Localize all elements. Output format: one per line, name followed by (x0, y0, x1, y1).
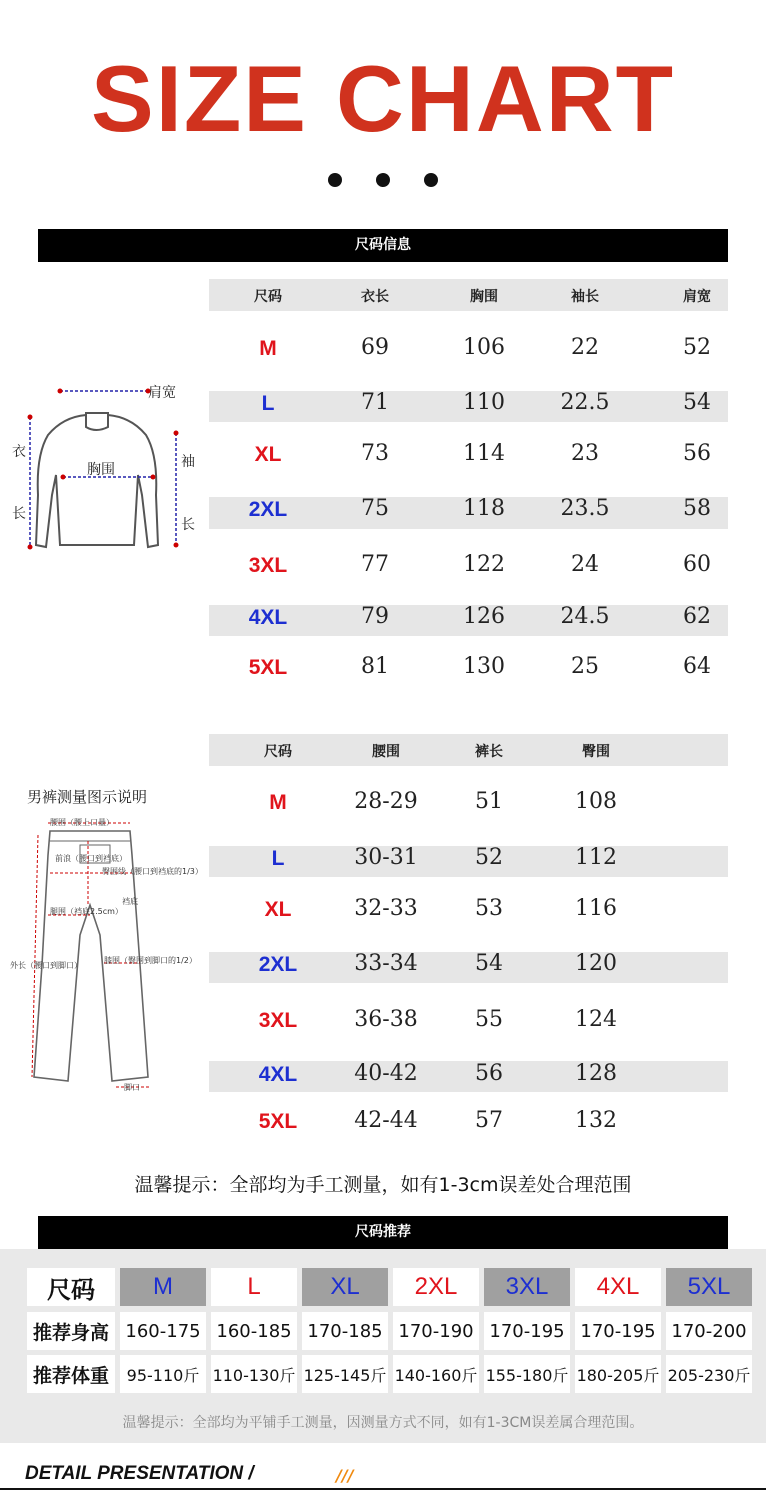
table-cell: 24 (571, 552, 599, 577)
table-cell: 81 (361, 654, 389, 679)
table-cell: 118 (463, 496, 505, 521)
table-cell: 77 (361, 552, 389, 577)
pants-hem-label: 脚口 (124, 1083, 140, 1092)
recommend-size-cell: 2XL (393, 1268, 479, 1306)
table-cell: 128 (575, 1061, 617, 1086)
table-cell: 42-44 (354, 1108, 418, 1133)
footer (0, 1452, 766, 1499)
length-label-bottom: 长 (12, 506, 26, 522)
table-cell: 30-31 (354, 845, 418, 870)
table-cell: 24.5 (560, 604, 610, 629)
recommend-weight-cell: 110-130斤 (211, 1355, 297, 1393)
table-cell: 64 (683, 654, 711, 679)
pants-hip-label: 臀围线（腰口到裆底的1/3） (102, 867, 203, 876)
recommend-weight-label: 推荐体重 (27, 1355, 115, 1393)
size-label: 5XL (248, 656, 288, 679)
chest-label: 胸围 (87, 462, 115, 478)
table-cell: 23 (571, 441, 599, 466)
recommend-height-cell: 170-195 (575, 1312, 661, 1350)
table-cell: 132 (575, 1108, 617, 1133)
table-cell: 57 (475, 1108, 503, 1133)
table-cell: 75 (361, 496, 389, 521)
table-cell: 122 (463, 552, 505, 577)
table-header-cell: 尺码 (264, 744, 292, 760)
table-cell: 54 (683, 390, 711, 415)
size-recommend-bar-label: 尺码推荐 (355, 1224, 411, 1240)
table-cell: 112 (575, 845, 617, 870)
table-header-cell: 胸围 (470, 289, 498, 305)
recommend-height-cell: 170-195 (484, 1312, 570, 1350)
table-cell: 71 (361, 390, 389, 415)
table-cell: 55 (475, 1007, 503, 1032)
table-cell: 120 (575, 951, 617, 976)
table-cell: 33-34 (354, 951, 418, 976)
size-label: XL (264, 898, 292, 921)
recommend-weight-cell: 95-110斤 (120, 1355, 206, 1393)
size-label: 3XL (248, 554, 288, 577)
pants-front-rise-label: 前浪（腰口到裆底） (55, 854, 127, 863)
table-header-cell: 袖长 (571, 289, 599, 305)
size-label: M (259, 337, 277, 360)
table-header-cell: 裤长 (475, 744, 503, 760)
table-cell: 106 (463, 335, 505, 360)
size-info-bar-label: 尺码信息 (355, 237, 411, 253)
recommend-height-cell: 160-185 (211, 1312, 297, 1350)
recommend-note: 温馨提示：全部均为平铺手工测量，因测量方式不同，如有1-3CM误差属合理范围。 (122, 1415, 644, 1431)
table-cell: 56 (683, 441, 711, 466)
size-label: 2XL (258, 953, 298, 976)
table-cell: 25 (571, 654, 599, 679)
table-cell: 23.5 (560, 496, 610, 521)
recommend-size-cell: L (211, 1268, 297, 1306)
recommend-weight-cell: 155-180斤 (484, 1355, 570, 1393)
table-cell: 79 (361, 604, 389, 629)
pants-waist-label: 腰围（腰上口量） (50, 818, 114, 827)
recommend-weight-cell: 140-160斤 (393, 1355, 479, 1393)
size-label: 3XL (258, 1009, 298, 1032)
table-cell: 51 (475, 789, 503, 814)
pants-diagram-title: 男裤测量图示说明 (27, 788, 148, 806)
table-cell: 28-29 (354, 789, 418, 814)
size-recommend-bar (38, 1216, 728, 1249)
table-cell: 32-33 (354, 896, 418, 921)
page-title: SIZE CHART (91, 46, 675, 151)
length-label-top: 衣 (12, 444, 26, 460)
table-cell: 110 (463, 390, 505, 415)
table-cell: 56 (475, 1061, 503, 1086)
size-label: M (269, 791, 287, 814)
table-cell: 73 (361, 441, 389, 466)
table-header-cell: 肩宽 (683, 289, 711, 305)
measurement-note: 温馨提示：全部均为手工测量，如有1-3cm误差处合理范围 (134, 1174, 632, 1196)
table-cell: 58 (683, 496, 711, 521)
table-cell: 130 (463, 654, 505, 679)
pants-knee-label: 膝围（臀围到脚口的1/2） (104, 956, 197, 965)
recommend-height-cell: 170-200 (666, 1312, 752, 1350)
table-cell: 52 (475, 845, 503, 870)
table-cell: 53 (475, 896, 503, 921)
table-header-cell: 衣长 (361, 289, 389, 305)
recommend-size-cell: M (120, 1268, 206, 1306)
size-label: 5XL (258, 1110, 298, 1133)
table-cell: 108 (575, 789, 617, 814)
sleeve-label-bottom: 长 (181, 517, 195, 533)
table-cell: 36-38 (354, 1007, 418, 1032)
table-cell: 40-42 (354, 1061, 418, 1086)
footer-line (0, 1488, 766, 1490)
recommend-height-cell: 160-175 (120, 1312, 206, 1350)
size-label: L (271, 847, 285, 870)
table-cell: 62 (683, 604, 711, 629)
recommend-height-cell: 170-185 (302, 1312, 388, 1350)
recommend-weight-cell: 180-205斤 (575, 1355, 661, 1393)
recommend-size-cell: 4XL (575, 1268, 661, 1306)
recommend-height-label: 推荐身高 (27, 1312, 115, 1350)
table-header-cell: 尺码 (254, 289, 282, 305)
pants-outseam-label: 外长（腰口到脚口） (10, 961, 82, 970)
table-cell: 54 (475, 951, 503, 976)
recommend-weight-cell: 205-230斤 (666, 1355, 752, 1393)
size-label: 4XL (248, 606, 288, 629)
recommend-height-cell: 170-190 (393, 1312, 479, 1350)
footer-slashes: /// (336, 1466, 354, 1485)
table-cell: 116 (575, 896, 617, 921)
recommend-size-cell: 5XL (666, 1268, 752, 1306)
shoulder-label: 肩宽 (148, 385, 176, 401)
table-cell: 22 (571, 335, 599, 360)
size-label: L (261, 392, 275, 415)
recommend-size-cell: 3XL (484, 1268, 570, 1306)
pants-thigh-label: 腿围（裆底2.5cm） (50, 907, 123, 916)
table-cell: 114 (463, 441, 505, 466)
detail-presentation-label: DETAIL PRESENTATION / (25, 1463, 254, 1484)
table-header-cell: 臀围 (582, 744, 610, 760)
recommend-weight-cell: 125-145斤 (302, 1355, 388, 1393)
table-cell: 69 (361, 335, 389, 360)
table-cell: 126 (463, 604, 505, 629)
pants-crotch-label: 裆底 (122, 897, 138, 906)
table-cell: 60 (683, 552, 711, 577)
size-label: 2XL (248, 498, 288, 521)
size-label: 4XL (258, 1063, 298, 1086)
table-cell: 124 (575, 1007, 617, 1032)
table-cell: 22.5 (560, 390, 610, 415)
recommend-size-cell: XL (302, 1268, 388, 1306)
size-label: XL (254, 443, 282, 466)
table-cell: 52 (683, 335, 711, 360)
recommend-header-label: 尺码 (27, 1268, 115, 1306)
sleeve-label-top: 袖 (181, 454, 195, 470)
table-header-cell: 腰围 (372, 744, 400, 760)
